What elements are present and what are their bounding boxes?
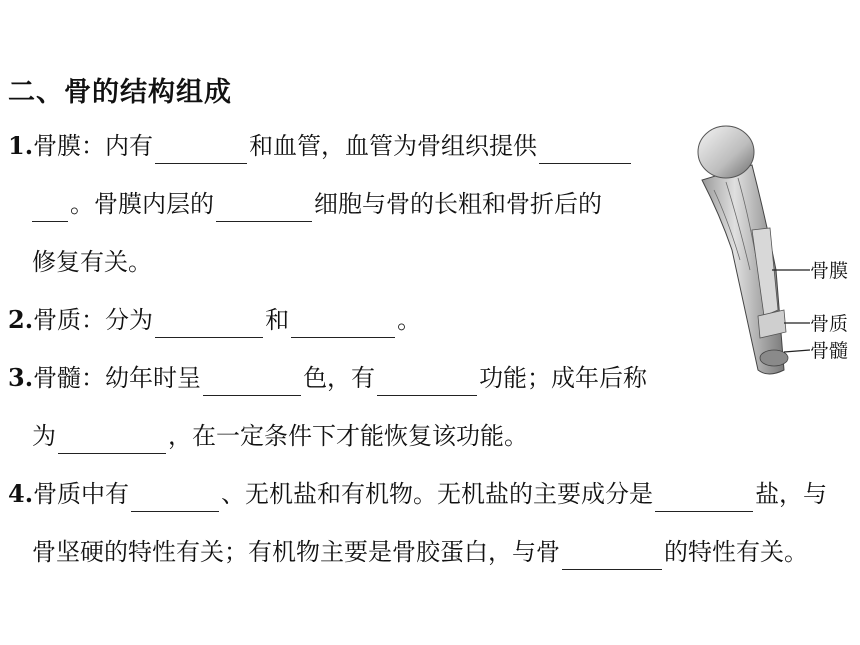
q4-text-c: 盐，与 <box>755 480 828 508</box>
q3-text-b: 色，有 <box>303 364 376 392</box>
q3-blank-2[interactable] <box>377 369 477 396</box>
q4-blank-1[interactable] <box>131 485 219 512</box>
q2-line <box>8 302 421 338</box>
q4-blank-3[interactable] <box>562 543 662 570</box>
q1-blank-2-cont[interactable] <box>32 195 68 222</box>
q4-blank-2[interactable] <box>655 485 753 512</box>
q1-line2 <box>30 186 602 222</box>
q1-text-b: 和血管，血管为骨组织提供 <box>249 132 538 160</box>
q2-blank-2[interactable] <box>291 311 395 338</box>
label-periosteum: 骨膜 <box>810 260 849 282</box>
q3-text-d: 为 <box>32 422 56 450</box>
q1-blank-2[interactable] <box>539 137 631 164</box>
q4-text-b: 、无机盐和有机物。无机盐的主要成分是 <box>221 480 654 508</box>
q2-text-b: 和 <box>265 306 290 334</box>
label-bone-marrow: 骨髓 <box>810 340 849 362</box>
q4-text-e: 的特性有关。 <box>664 538 808 566</box>
q4-line1 <box>8 476 827 512</box>
label-bone-substance: 骨质 <box>810 313 849 335</box>
q3-blank-1[interactable] <box>203 369 301 396</box>
q1-number: 1. <box>8 131 34 160</box>
q3-text-c: 功能；成年后称 <box>479 364 648 392</box>
q3-text-e: ，在一定条件下才能恢复该功能。 <box>168 422 528 450</box>
q1-text-c: 。骨膜内层的 <box>70 190 214 218</box>
q1-line3: 修复有关。 <box>32 248 152 276</box>
q2-blank-1[interactable] <box>155 311 263 338</box>
q3-line1 <box>8 360 647 396</box>
q3-text-a: 骨髓：幼年时呈 <box>33 364 202 392</box>
q4-line2 <box>32 534 808 570</box>
q4-text-d: 骨坚硬的特性有关；有机物主要是骨胶蛋白，与骨 <box>32 538 560 566</box>
q2-text-a: 骨质：分为 <box>33 306 154 334</box>
q1-line1 <box>8 128 633 164</box>
q1-blank-3[interactable] <box>216 195 312 222</box>
q2-text-c: 。 <box>397 306 422 334</box>
q3-blank-3[interactable] <box>58 427 166 454</box>
section-title: 二、骨的结构组成 <box>8 77 232 108</box>
q3-line2 <box>32 418 528 454</box>
q4-text-a: 骨质中有 <box>33 480 130 508</box>
bone-figure <box>680 120 860 380</box>
q4-number: 4. <box>8 479 34 508</box>
q1-blank-1[interactable] <box>155 137 247 164</box>
q2-number: 2. <box>8 305 34 334</box>
q1-text-a: 骨膜：内有 <box>33 132 154 160</box>
q3-number: 3. <box>8 363 34 392</box>
q1-text-d: 细胞与骨的长粗和骨折后的 <box>314 190 602 218</box>
